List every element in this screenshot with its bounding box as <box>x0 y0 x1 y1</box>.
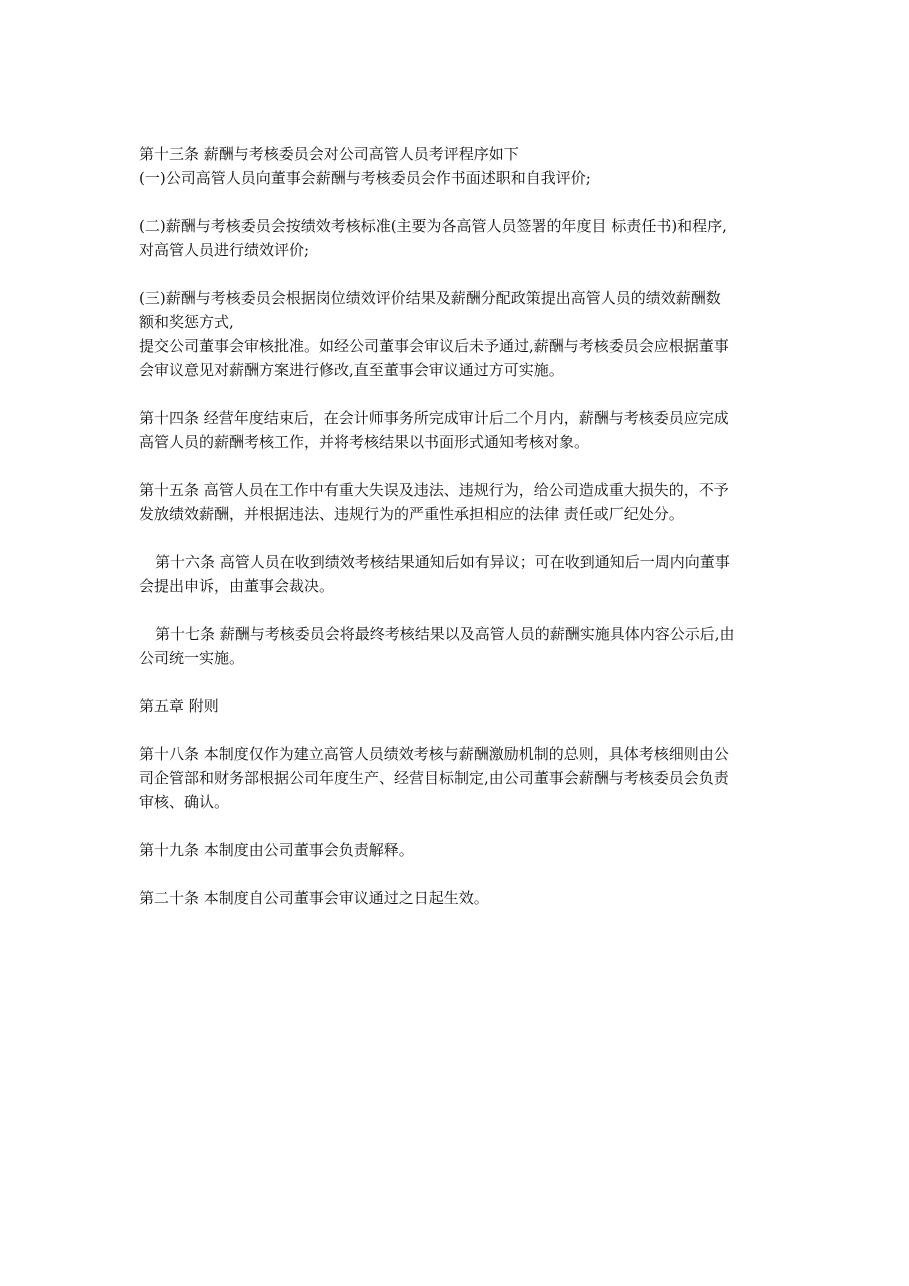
article-17-line-1: 第十七条 薪酬与考核委员会将最终考核结果以及高管人员的薪酬实施具体内容公示后,由 <box>155 625 735 643</box>
article-13-item-3-line-1: (三)薪酬与考核委员会根据岗位绩效评价结果及薪酬分配政策提出高管人员的绩效薪酬数 <box>139 289 721 307</box>
article-15-line-1: 第十五条 高管人员在工作中有重大失误及违法、违规行为，给公司造成重大损失的，不予 <box>139 481 729 499</box>
article-14-line-1: 第十四条 经营年度结束后，在会计师事务所完成审计后二个月内，薪酬与考核委员应完成 <box>139 409 729 427</box>
article-20: 第二十条 本制度自公司董事会审议通过之日起生效。 <box>139 889 489 907</box>
paragraph-gap <box>139 526 779 550</box>
article-18-line-2: 司企管部和财务部根据公司年度生产、经营目标制定,由公司董事会薪酬与考核委员会负责 <box>139 769 729 787</box>
article-15-line-2: 发放绩效薪酬，并根据违法、违规行为的严重性承担相应的法律 责任或厂纪处分。 <box>139 505 684 523</box>
paragraph-gap <box>139 718 779 742</box>
paragraph-gap <box>139 598 779 622</box>
document-body <box>139 142 779 910</box>
article-18-line-1: 第十八条 本制度仅作为建立高管人员绩效考核与薪酬激励机制的总则，具体考核细则由公 <box>139 745 729 763</box>
article-14-line-2: 高管人员的薪酬考核工作，并将考核结果以书面形式通知考核对象。 <box>139 433 590 451</box>
paragraph-gap <box>139 814 779 838</box>
article-19: 第十九条 本制度由公司董事会负责解释。 <box>139 841 414 859</box>
chapter-5-heading: 第五章 附则 <box>139 697 219 715</box>
article-13-title: 第十三条 薪酬与考核委员会对公司高管人员考评程序如下 <box>139 145 519 163</box>
article-13-item-2-line-2: 对高管人员进行绩效评价; <box>139 241 310 259</box>
paragraph-gap <box>139 862 779 886</box>
paragraph-gap <box>139 382 779 406</box>
paragraph-gap <box>139 190 779 214</box>
article-13-item-1: (一)公司高管人员向董事会薪酬与考核委员会作书面述职和自我评价; <box>139 169 591 187</box>
article-13-item-3-line-2: 额和奖惩方式, <box>139 313 234 331</box>
article-18-line-3: 审核、确认。 <box>139 793 230 811</box>
article-13-item-2-line-1: (二)薪酬与考核委员会按绩效考核标准(主要为各高管人员签署的年度目 标责任书)和程序, <box>139 217 727 235</box>
article-16-line-1: 第十六条 高管人员在收到绩效考核结果通知后如有异议；可在收到通知后一周内向董事 <box>155 553 730 571</box>
article-17-line-2: 公司统一实施。 <box>139 649 245 667</box>
paragraph-gap <box>139 670 779 694</box>
article-16-line-2: 会提出申诉，由董事会裁决。 <box>139 577 335 595</box>
article-13-item-3-line-3: 提交公司董事会审核批准。如经公司董事会审议后未予通过,薪酬与考核委员会应根据董事 <box>139 337 729 355</box>
paragraph-gap <box>139 454 779 478</box>
article-13-item-3-line-4: 会审议意见对薪酬方案进行修改,直至董事会审议通过方可实施。 <box>139 361 564 379</box>
paragraph-gap <box>139 262 779 286</box>
